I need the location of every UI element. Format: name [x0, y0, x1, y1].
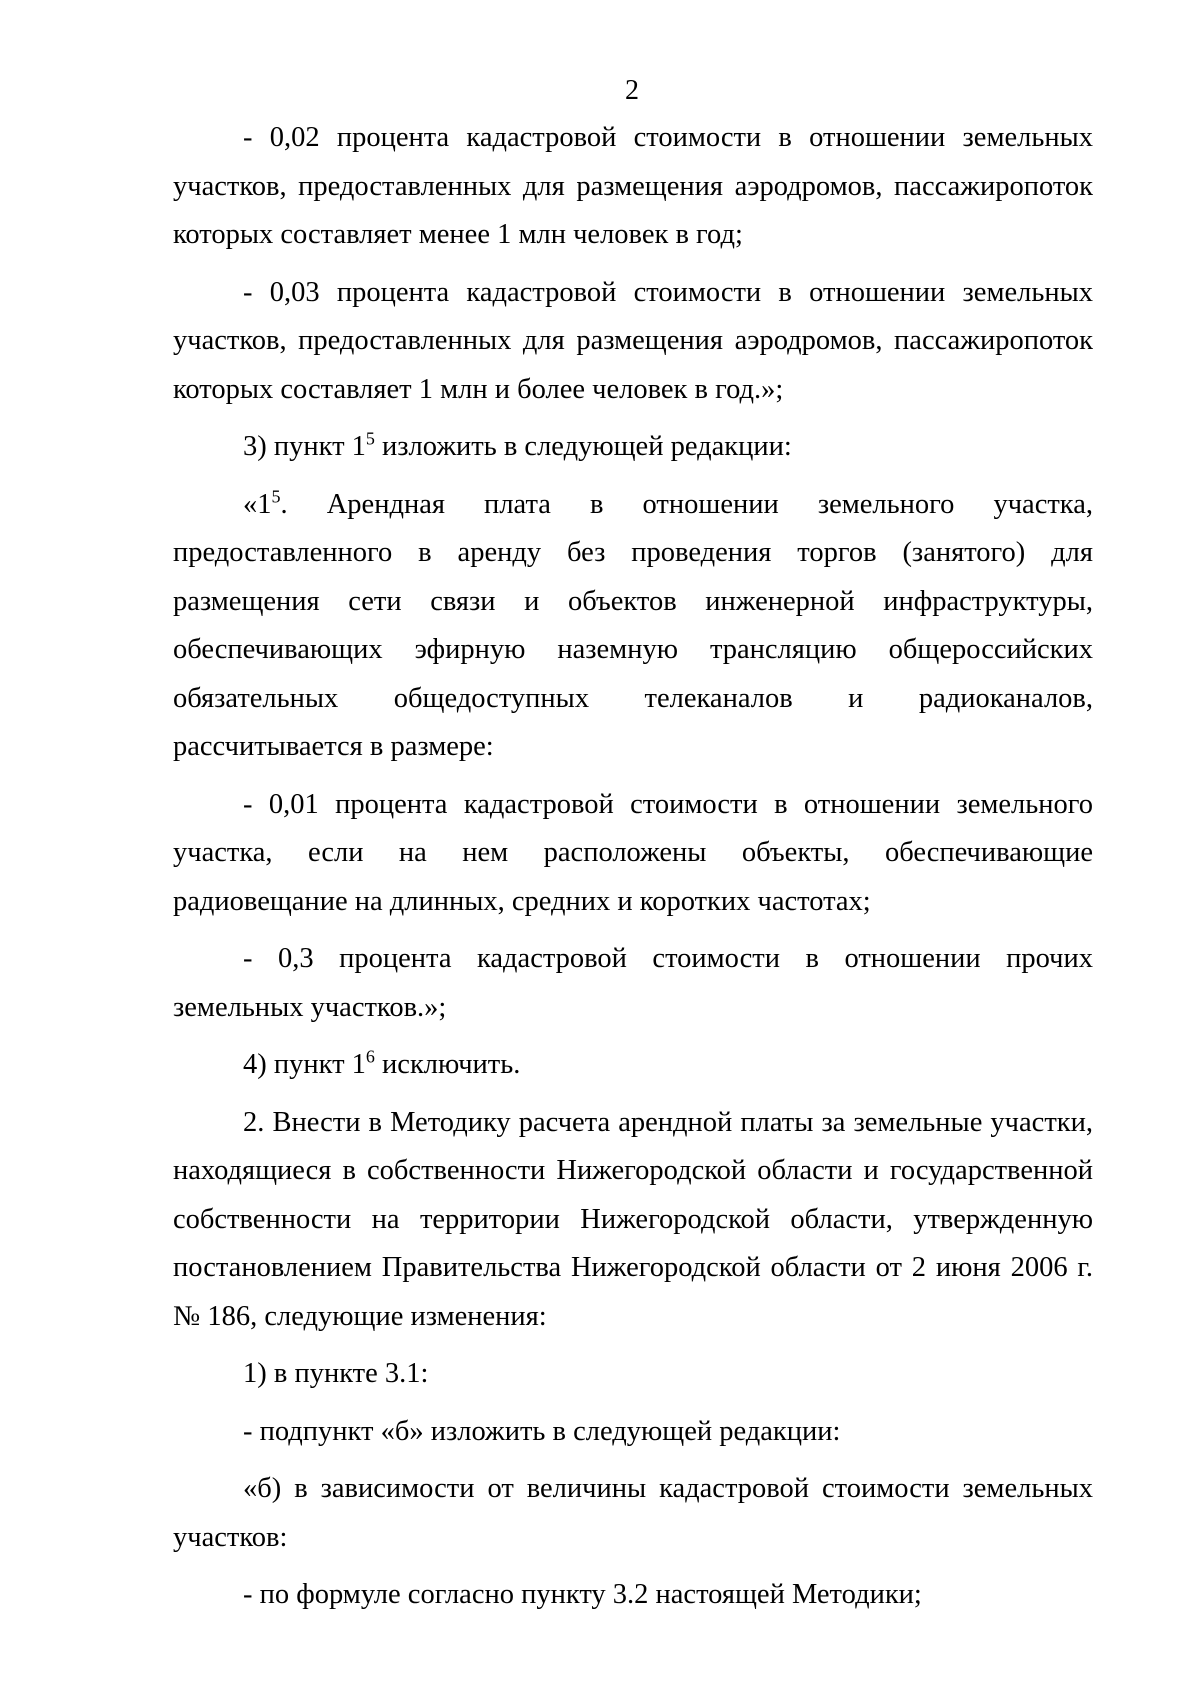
- paragraph-item-4: [173, 1041, 1093, 1090]
- paragraph-section-2: [173, 1099, 1093, 1342]
- paragraph-formula: [173, 1571, 1093, 1620]
- paragraph-aerodrome-small: [173, 114, 1093, 260]
- paragraph-clause-1-5: [173, 481, 1093, 772]
- paragraph-text: - 0,02 процента кадастровой стоимости в отношении земельных участков, предоставленных для размещения аэродромов, пассажиропоток которых составляет менее 1 млн человек в год;: [173, 122, 1093, 250]
- paragraph-text: . Арендная плата в отношении земельного участка, предоставленного в аренду без проведения торгов (занятого) для размещения сети связи и объектов инженерной инфраструктуры, обеспечивающих эфирную наземную трансляцию общероссийских обязательных общедоступных телеканалов и радиоканалов, рассчитывается в размере:: [173, 488, 1093, 762]
- paragraph-text: - 0,01 процента кадастровой стоимости в отношении земельного участка, если на нем расположены объекты, обеспечивающие радиовещание на длинных, средних и коротких частотах;: [173, 788, 1093, 917]
- paragraph-text: 3) пункт 1: [243, 431, 366, 462]
- paragraph-text: «1: [243, 488, 272, 520]
- paragraph-subpoint-b: [173, 1408, 1093, 1457]
- paragraph-text: 1) в пункте 3.1:: [243, 1358, 429, 1389]
- paragraph-text: - 0,3 процента кадастровой стоимости в отношении прочих земельных участков.»;: [173, 943, 1093, 1023]
- paragraph-point-3-1: [173, 1350, 1093, 1399]
- paragraph-text: 2. Внести в Методику расчета арендной платы за земельные участки, находящиеся в собственности Нижегородской области и государственной собственности на территории Нижегородской области, утвержденную постановлением Правительства Нижегородской области от 2 июня 2006 г. № 186, следующие изменения:: [173, 1106, 1093, 1332]
- paragraph-other-rate: [173, 935, 1093, 1032]
- superscript-index: 5: [365, 428, 375, 449]
- paragraph-b-text: [173, 1465, 1093, 1562]
- paragraph-text: - по формуле согласно пункту 3.2 настоящей Методики;: [243, 1579, 922, 1610]
- superscript-index: 6: [365, 1046, 375, 1067]
- paragraph-item-3: [173, 423, 1093, 472]
- superscript-index: 5: [271, 486, 281, 506]
- page-number: 2: [625, 75, 639, 106]
- paragraph-text: - подпункт «б» изложить в следующей редакции:: [243, 1415, 841, 1447]
- paragraph-radio-rate: [173, 781, 1093, 927]
- paragraph-text: исключить.: [374, 1049, 521, 1080]
- paragraph-text: «б) в зависимости от величины кадастровой стоимости земельных участков:: [173, 1473, 1093, 1553]
- document-body: [173, 114, 1093, 1629]
- paragraph-text: - 0,03 процента кадастровой стоимости в отношении земельных участков, предоставленных для размещения аэродромов, пассажиропоток которых составляет 1 млн и более человек в год.»;: [173, 276, 1093, 405]
- paragraph-text: изложить в следующей редакции:: [374, 431, 792, 462]
- paragraph-aerodrome-large: [173, 269, 1093, 415]
- paragraph-text: 4) пункт 1: [243, 1049, 366, 1080]
